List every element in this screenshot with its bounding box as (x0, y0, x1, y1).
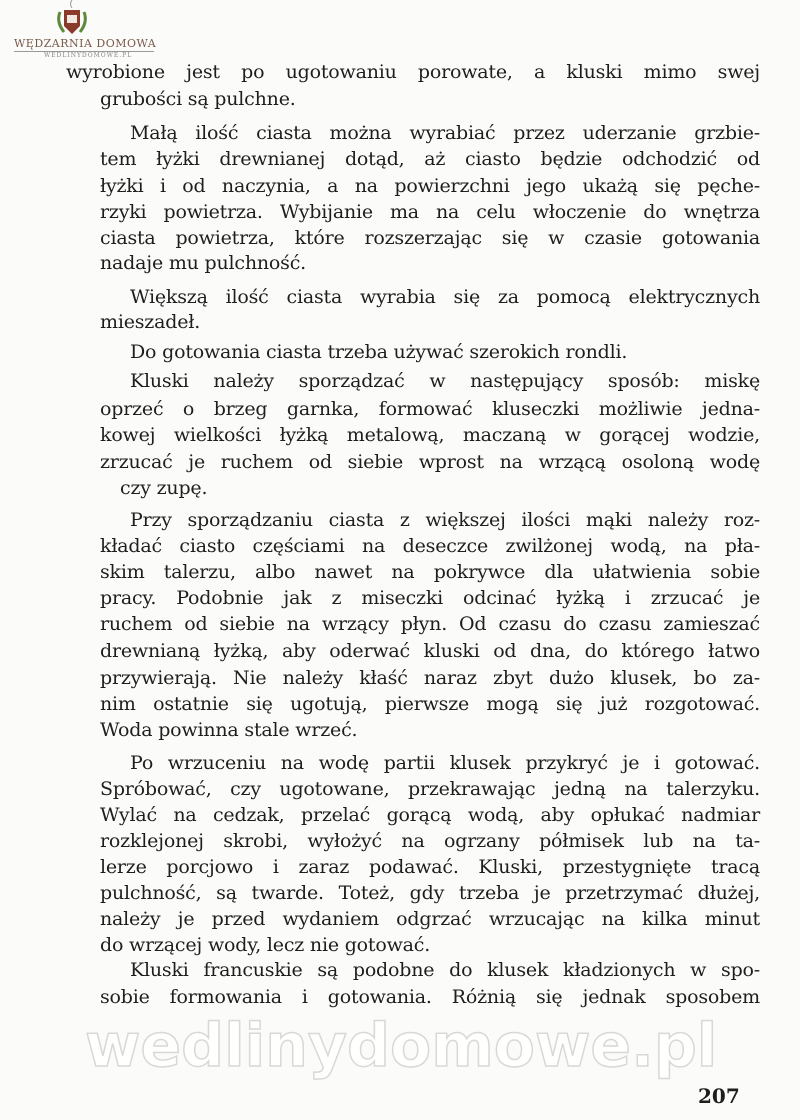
text-line: grubości są pulchne. (100, 88, 296, 110)
logo-brand: WĘDZARNIA DOMOWA (14, 37, 157, 50)
logo-crest-icon (52, 0, 92, 38)
text-line: pracy. Podobnie jak z miseczki odcinać łyżką i zrzucać je (100, 587, 760, 609)
text-line: ciasta powietrza, które rozszerzając się w czasie gotowania (100, 227, 760, 249)
text-line: Większą ilość ciasta wyrabia się za pomocą elektrycznych (130, 286, 760, 308)
text-line: przywierają. Nie należy kłaść naraz zbyt dużo klusek, bo za- (100, 667, 760, 689)
text-line: sobie formowania i gotowania. Różnią się jednak sposobem (100, 986, 760, 1008)
text-line: do wrzącej wody, lecz nie gotować. (100, 934, 431, 956)
text-line: Po wrzuceniu na wodę partii klusek przykryć je i gotować. (130, 752, 760, 774)
text-line: Wylać na cedzak, przelać gorącą wodą, aby opłukać nadmiar (100, 804, 760, 826)
text-line: pulchność, są twarde. Toteż, gdy trzeba je przetrzymać dłużej, (100, 882, 760, 904)
logo-url: WEDLINYDOMOWE.PL (44, 52, 133, 59)
text-line: łyżki i od naczynia, a na powierzchni jego ukażą się pęche- (100, 175, 760, 197)
text-line: kowej wielkości łyżką metalową, maczaną w gorącej wodzie, (100, 424, 760, 446)
text-line: skim talerzu, albo nawet na pokrywce dla ułatwienia sobie (100, 561, 760, 583)
text-line: zrzucać je ruchem od siebie wprost na wrzącą osoloną wodę (100, 451, 760, 473)
text-line: Kluski należy sporządzać w następujący sposób: miskę (130, 370, 760, 392)
page-number: 207 (698, 1084, 740, 1108)
text-line: drewnianą łyżką, aby oderwać kluski od dna, do którego łatwo (100, 640, 760, 662)
text-line: Przy sporządzaniu ciasta z większej ilości mąki należy roz- (130, 509, 760, 531)
text-line: lerze porcjowo i zaraz podawać. Kluski, przestygnięte tracą (100, 856, 760, 878)
text-line: rzyki powietrza. Wybijanie ma na celu włoczenie do wnętrza (100, 201, 760, 223)
text-line: nim ostatnie się ugotują, pierwsze mogą się już rozgotować. (100, 693, 760, 715)
text-line: Małą ilość ciasta można wyrabiać przez uderzanie grzbie- (130, 122, 760, 144)
text-line: Do gotowania ciasta trzeba używać szerokich rondli. (130, 341, 628, 363)
text-line: ruchem od siebie na wrzący płyn. Od czasu do czasu zamieszać (100, 613, 760, 635)
logo (14, 0, 157, 60)
watermark-bottom: wedlinydomowe.pl (85, 1011, 718, 1081)
text-line: Kluski francuskie są podobne do klusek kładzionych w spo- (130, 959, 760, 981)
text-line: mieszadeł. (100, 311, 201, 333)
text-line: nadaje mu pulchność. (100, 252, 306, 274)
text-line: czy zupę. (120, 477, 208, 499)
text-line: oprzeć o brzeg garnka, formować kluseczki możliwie jedna- (100, 398, 760, 420)
text-line: Woda powinna stale wrzeć. (100, 719, 358, 741)
text-line: należy je przed wydaniem odgrzać wrzucając na kilka minut (100, 908, 760, 930)
text-line: tem łyżki drewnianej dotąd, aż ciasto będzie odchodzić od (100, 148, 760, 170)
text-line: rozklejonej skrobi, wyłożyć na ogrzany półmisek lub na ta- (100, 830, 760, 852)
text-line: wyrobione jest po ugotowaniu porowate, a kluski mimo swej (66, 61, 760, 83)
text-line: Spróbować, czy ugotowane, przekrawając jedną na talerzyku. (100, 778, 760, 800)
text-line: kładać ciasto częściami na deseczce zwilżonej wodą, na pła- (100, 535, 760, 557)
